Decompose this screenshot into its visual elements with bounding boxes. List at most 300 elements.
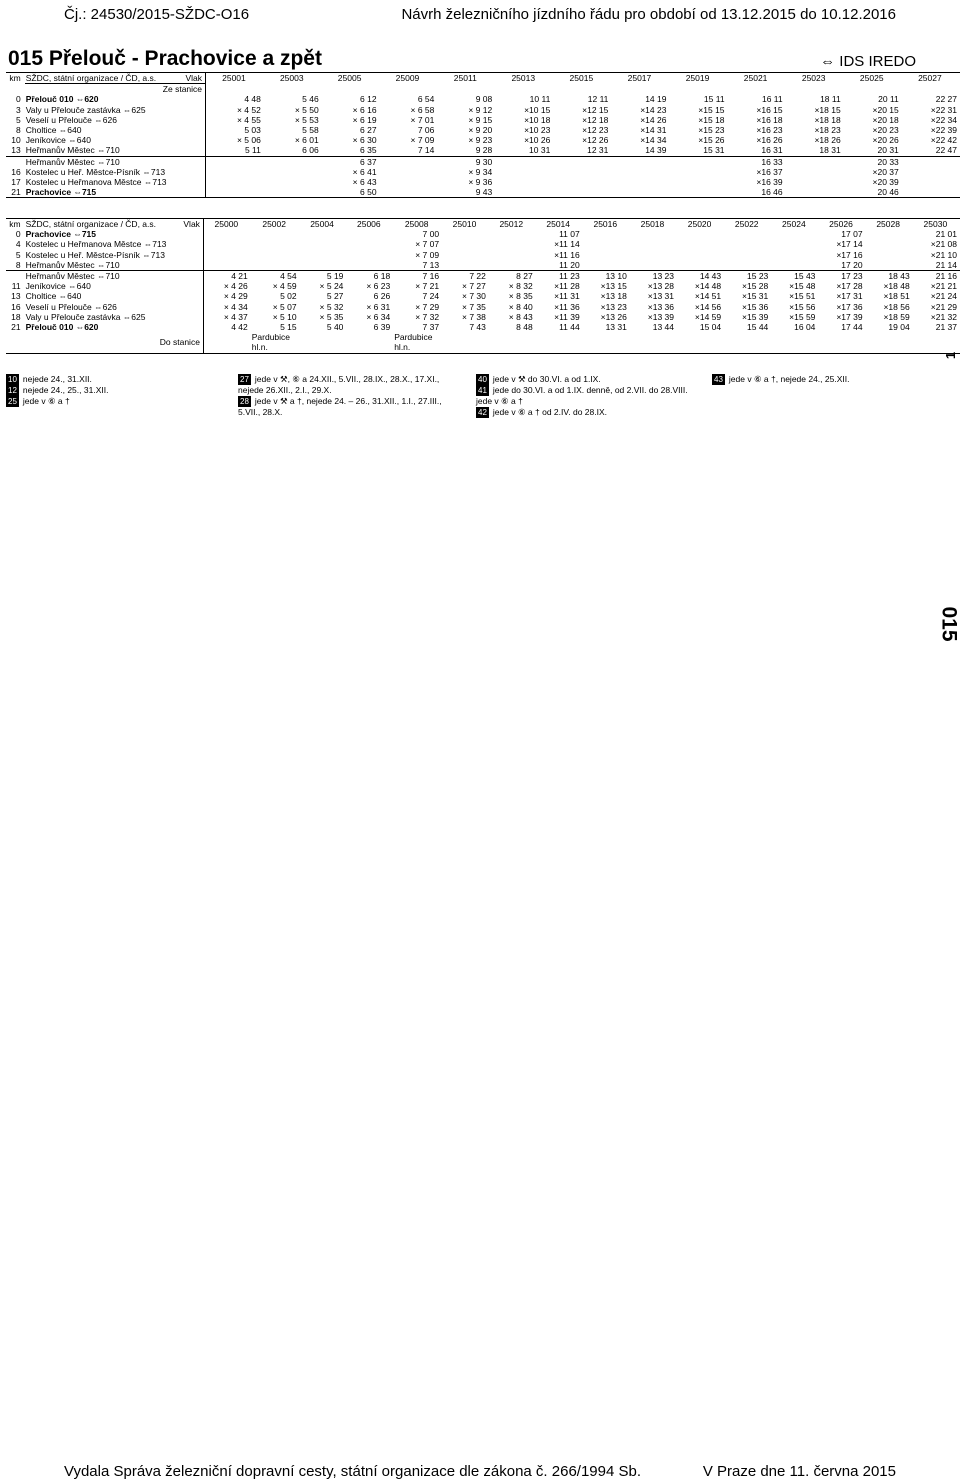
km-value: 3 bbox=[16, 104, 21, 115]
train-number: 25017 bbox=[611, 73, 669, 84]
departure-time: ×16 18 bbox=[756, 114, 783, 125]
station-name: Přelouč 010 ⇔620 bbox=[25, 322, 204, 332]
departure-time bbox=[553, 177, 611, 187]
departure-time: ×16 26 bbox=[756, 135, 783, 146]
departure-time: ×16 37 bbox=[756, 166, 783, 177]
departure-time bbox=[611, 177, 669, 187]
train-number: 25001 bbox=[206, 73, 264, 84]
departure-time: ×10 15 bbox=[524, 104, 551, 115]
departure-time: ×13 31 bbox=[647, 291, 674, 302]
station-name: Heřmanův Městec ⇔710 bbox=[25, 156, 206, 167]
departure-time: ×18 18 bbox=[814, 114, 841, 125]
departure-time: × 8 43 bbox=[508, 311, 533, 322]
departure-time: 17 44 bbox=[841, 322, 863, 333]
departure-time: × 6 31 bbox=[366, 301, 391, 312]
departure-time bbox=[206, 187, 264, 198]
departure-time: × 7 32 bbox=[415, 311, 440, 322]
departure-time: × 5 06 bbox=[236, 135, 261, 146]
departure-time bbox=[264, 187, 322, 198]
departure-time: 6 06 bbox=[302, 145, 319, 156]
train-number: 25000 bbox=[203, 219, 250, 230]
departure-time: 5 19 bbox=[326, 271, 344, 282]
departure-time: 20 31 bbox=[877, 145, 899, 156]
train-number: 25022 bbox=[724, 219, 771, 230]
departure-time: 11 44 bbox=[559, 322, 580, 333]
train-number: 25021 bbox=[728, 73, 786, 84]
departure-time: 20 33 bbox=[877, 156, 899, 167]
departure-time: ×13 36 bbox=[647, 301, 674, 312]
departure-time: ×17 16 bbox=[836, 249, 863, 260]
departure-time: 6 12 bbox=[360, 94, 377, 105]
departure-time: 21 16 bbox=[935, 271, 957, 282]
departure-time bbox=[583, 332, 630, 353]
departure-time: 14 39 bbox=[645, 145, 667, 156]
departure-time bbox=[264, 177, 322, 187]
footnote-text: jede do 30.VI. a od 1.IX. denně, od 2.VII. do 28.VIII. jede v ⑥ a † bbox=[476, 385, 688, 406]
departure-time: × 7 07 bbox=[415, 239, 440, 250]
departure-time bbox=[866, 332, 913, 353]
km-value: 21 bbox=[11, 322, 21, 333]
km-value: 8 bbox=[16, 125, 21, 136]
station-name: Přelouč 010 ⇔620 bbox=[25, 94, 206, 104]
km-value: 10 bbox=[11, 135, 21, 146]
table-row bbox=[6, 115, 960, 125]
departure-time: 5 15 bbox=[280, 322, 297, 333]
blank bbox=[322, 84, 380, 95]
departure-time: 16 33 bbox=[761, 156, 783, 167]
train-number: 25030 bbox=[913, 219, 960, 230]
table-row bbox=[6, 187, 960, 198]
departure-time: ×15 15 bbox=[698, 104, 725, 115]
from-station-label: Ze stanice bbox=[25, 84, 206, 95]
departure-time bbox=[630, 229, 677, 239]
departure-time bbox=[669, 187, 727, 198]
departure-time: ×21 29 bbox=[930, 301, 957, 312]
departure-time: 22 47 bbox=[935, 145, 957, 156]
departure-time: 4 54 bbox=[280, 271, 297, 282]
departure-time bbox=[251, 239, 300, 249]
departure-time: 4 48 bbox=[244, 94, 261, 105]
departure-time: 16 11 bbox=[761, 94, 783, 105]
departure-time: × 7 35 bbox=[462, 301, 486, 312]
operator: SŽDC, státní organizace / ČD, a.s. bbox=[25, 219, 156, 229]
departure-time: × 8 40 bbox=[508, 301, 533, 312]
departure-time bbox=[724, 250, 771, 260]
departure-time: × 7 38 bbox=[462, 311, 486, 322]
station-name bbox=[25, 332, 204, 353]
departure-time: 6 26 bbox=[373, 291, 391, 302]
departure-time bbox=[380, 167, 438, 177]
departure-time bbox=[724, 239, 771, 249]
departure-time: ×15 39 bbox=[742, 311, 769, 322]
departure-time: 14 19 bbox=[645, 94, 667, 105]
departure-time bbox=[489, 332, 536, 353]
footnote-text: jede v ⑥ a † od 2.IV. do 28.IX. bbox=[492, 407, 608, 417]
station-name: Prachovice ⇔715 bbox=[25, 229, 204, 239]
footnote bbox=[476, 374, 696, 385]
departure-time: 4 42 bbox=[231, 322, 248, 333]
km-value: 13 bbox=[11, 145, 21, 156]
train-number: 25024 bbox=[771, 219, 818, 230]
table-row bbox=[6, 156, 960, 167]
footnote bbox=[476, 407, 696, 418]
table-row bbox=[6, 302, 960, 312]
blank bbox=[437, 84, 495, 95]
departure-time: 7 43 bbox=[469, 322, 486, 333]
table-row bbox=[6, 332, 960, 353]
departure-time: 6 50 bbox=[322, 187, 380, 198]
km-value: 16 bbox=[11, 166, 21, 177]
departure-time bbox=[251, 250, 300, 260]
departure-time bbox=[553, 167, 611, 177]
station-name: Valy u Přelouče zastávka ⇔625 bbox=[25, 105, 206, 115]
departure-time: ×17 14 bbox=[836, 239, 863, 250]
footnote-number: 43 bbox=[714, 375, 723, 384]
departure-time bbox=[866, 239, 913, 249]
station-name: Veselí u Přelouče ⇔626 bbox=[25, 302, 204, 312]
departure-time: × 4 34 bbox=[223, 301, 248, 312]
departure-time: 10 31 bbox=[529, 145, 551, 156]
departure-time: ×15 59 bbox=[789, 311, 816, 322]
departure-time: 15 04 bbox=[699, 322, 722, 333]
table-row bbox=[6, 105, 960, 115]
footnote-text: nejede 24., 31.XII. bbox=[22, 374, 92, 384]
departure-time: × 9 36 bbox=[468, 177, 493, 188]
departure-time: ×17 36 bbox=[836, 301, 863, 312]
departure-time: × 7 01 bbox=[410, 114, 435, 125]
departure-time: ×22 34 bbox=[930, 114, 957, 125]
departure-time: ×11 16 bbox=[554, 249, 580, 260]
km-value bbox=[6, 156, 25, 167]
departure-time: 7 14 bbox=[417, 145, 435, 156]
departure-time: ×10 23 bbox=[524, 125, 551, 136]
train-number: 25013 bbox=[495, 73, 553, 84]
departure-time: ×11 31 bbox=[554, 291, 580, 302]
departure-time: × 5 10 bbox=[272, 311, 297, 322]
blank bbox=[6, 84, 25, 95]
departure-time: ×11 39 bbox=[554, 311, 580, 322]
departure-time: × 6 34 bbox=[366, 311, 391, 322]
footer-publisher: Vydala Správa železniční dopravní cesty, státní organizace dle zákona č. 266/1994 Sb. bbox=[64, 1463, 642, 1480]
departure-time bbox=[771, 332, 818, 353]
departure-time bbox=[677, 332, 724, 353]
operator-cell bbox=[25, 73, 206, 84]
departure-time: 19 04 bbox=[888, 322, 910, 333]
station-name: Veselí u Přelouče ⇔626 bbox=[25, 115, 206, 125]
departure-time: 12 31 bbox=[587, 145, 609, 156]
train-number: 25025 bbox=[844, 73, 902, 84]
departure-time: × 5 35 bbox=[319, 311, 344, 322]
departure-time: ×22 39 bbox=[930, 125, 957, 136]
train-number: 25018 bbox=[630, 219, 677, 230]
station-name: Kostelec u Heřmanova Městce ⇔713 bbox=[25, 239, 204, 249]
departure-time: ×21 10 bbox=[930, 249, 957, 260]
departure-time bbox=[866, 260, 913, 271]
train-number: 25002 bbox=[251, 219, 300, 230]
departure-time bbox=[206, 177, 264, 187]
departure-time: ×21 08 bbox=[930, 239, 957, 250]
departure-time bbox=[724, 229, 771, 239]
departure-time: × 7 27 bbox=[462, 281, 486, 292]
departure-time: × 6 41 bbox=[352, 166, 377, 177]
departure-time: ×14 23 bbox=[640, 104, 667, 115]
table-row bbox=[6, 322, 960, 332]
footnote-number: 42 bbox=[478, 408, 487, 417]
km-value: 0 bbox=[15, 229, 21, 240]
footnote-text: nejede 24., 25., 31.XII. bbox=[22, 385, 109, 395]
departure-time: ×20 39 bbox=[872, 177, 899, 188]
departure-time bbox=[669, 177, 727, 187]
table-row bbox=[6, 239, 960, 249]
departure-time: 5 58 bbox=[302, 125, 319, 136]
departure-time bbox=[902, 187, 960, 198]
departure-time: 22 27 bbox=[935, 94, 957, 105]
departure-time: 7 00 bbox=[422, 229, 440, 240]
departure-time: 11 07 bbox=[559, 229, 580, 240]
departure-time bbox=[442, 229, 489, 239]
departure-time: 16 04 bbox=[794, 322, 816, 333]
train-number: 25026 bbox=[818, 219, 865, 230]
departure-time: 7 06 bbox=[417, 125, 435, 136]
departure-time: 18 31 bbox=[819, 145, 841, 156]
departure-time bbox=[346, 250, 393, 260]
departure-time: ×21 24 bbox=[930, 291, 957, 302]
departure-time bbox=[786, 167, 844, 177]
side-line-code: 015 bbox=[937, 606, 960, 642]
departure-time bbox=[203, 229, 250, 239]
departure-time bbox=[203, 260, 250, 271]
departure-time: ×14 34 bbox=[640, 135, 667, 146]
departure-time: 16 31 bbox=[761, 145, 783, 156]
departure-time bbox=[495, 167, 553, 177]
departure-time bbox=[206, 156, 264, 167]
departure-time: ×15 51 bbox=[789, 291, 816, 302]
departure-time: × 6 01 bbox=[294, 135, 319, 146]
table-row bbox=[6, 260, 960, 271]
departure-time bbox=[346, 260, 393, 271]
departure-time: 6 39 bbox=[373, 322, 391, 333]
blank bbox=[728, 84, 786, 95]
departure-time: ×16 23 bbox=[756, 125, 783, 136]
departure-time bbox=[669, 167, 727, 177]
departure-time bbox=[300, 239, 347, 249]
station-name: Prachovice ⇔715 bbox=[25, 187, 206, 198]
blank bbox=[669, 84, 727, 95]
departure-time: 13 10 bbox=[605, 271, 627, 282]
blank bbox=[206, 84, 264, 95]
departure-time: ×18 23 bbox=[814, 125, 841, 136]
departure-time: 5 02 bbox=[280, 291, 297, 302]
train-number: 25016 bbox=[583, 219, 630, 230]
footnote-number: 28 bbox=[240, 397, 249, 406]
footnote bbox=[6, 385, 226, 396]
departure-time: 13 31 bbox=[605, 322, 627, 333]
station-name: Jeníkovice ⇔640 bbox=[25, 281, 204, 291]
departure-time: × 5 32 bbox=[319, 301, 344, 312]
departure-time: 5 40 bbox=[326, 322, 344, 333]
departure-time: ×13 28 bbox=[647, 281, 674, 292]
departure-time bbox=[630, 250, 677, 260]
departure-time: 18 43 bbox=[888, 271, 910, 282]
draft-title: Návrh železničního jízdního řádu pro období od 13.12.2015 do 10.12.2016 bbox=[401, 6, 896, 23]
departure-time: 16 46 bbox=[728, 187, 786, 198]
train-number: 25014 bbox=[536, 219, 583, 230]
train-number: 25027 bbox=[902, 73, 960, 84]
departure-time: 11 20 bbox=[559, 259, 580, 270]
departure-time bbox=[495, 177, 553, 187]
departure-time: Pardubice hl.n. bbox=[251, 332, 300, 353]
departure-time bbox=[611, 167, 669, 177]
departure-time: 10 11 bbox=[529, 94, 551, 105]
departure-time: ×15 48 bbox=[789, 281, 816, 292]
departure-time: 21 37 bbox=[935, 322, 957, 333]
departure-time: 15 43 bbox=[794, 271, 816, 282]
footnotes bbox=[6, 374, 946, 424]
departure-time: ×10 26 bbox=[524, 135, 551, 146]
departure-time: × 4 37 bbox=[223, 311, 248, 322]
departure-time bbox=[442, 332, 489, 353]
departure-time bbox=[611, 156, 669, 167]
departure-time bbox=[913, 332, 960, 353]
departure-time: × 9 12 bbox=[468, 104, 493, 115]
departure-time: 4 21 bbox=[231, 271, 248, 282]
ids-label: ⇔ IDS IREDO bbox=[820, 53, 916, 70]
departure-time: 13 44 bbox=[652, 322, 674, 333]
departure-time bbox=[489, 229, 536, 239]
departure-time: ×15 18 bbox=[698, 114, 725, 125]
departure-time: ×13 23 bbox=[600, 301, 627, 312]
departure-time: × 7 21 bbox=[415, 281, 440, 292]
departure-time: ×15 28 bbox=[742, 281, 769, 292]
footnote-number: 40 bbox=[478, 375, 487, 384]
departure-time bbox=[251, 260, 300, 271]
departure-time: ×14 31 bbox=[640, 125, 667, 136]
departure-time: ×18 59 bbox=[883, 311, 910, 322]
departure-time: 6 54 bbox=[417, 94, 435, 105]
departure-time: × 7 09 bbox=[410, 135, 435, 146]
departure-time: × 8 35 bbox=[508, 291, 533, 302]
departure-time bbox=[442, 239, 489, 249]
departure-time bbox=[264, 156, 322, 167]
station-name: Choltice ⇔640 bbox=[25, 291, 204, 301]
blank bbox=[786, 84, 844, 95]
departure-time: ×20 15 bbox=[872, 104, 899, 115]
footer-date: V Praze dne 11. června 2015 bbox=[702, 1463, 896, 1480]
departure-time: × 5 07 bbox=[272, 301, 297, 312]
departure-time bbox=[300, 332, 347, 353]
table-row bbox=[6, 291, 960, 301]
departure-time bbox=[583, 229, 630, 239]
table-row bbox=[6, 229, 960, 239]
departure-time bbox=[553, 156, 611, 167]
footnote-number: 10 bbox=[8, 375, 17, 384]
departure-time bbox=[442, 260, 489, 271]
train-number: 25004 bbox=[300, 219, 347, 230]
departure-time bbox=[771, 229, 818, 239]
departure-time: × 4 59 bbox=[272, 281, 297, 292]
footnote-text: jede v ⚒ a †, nejede 24. – 26., 31.XII., 1.I., 27.III., 5.VII., 28.X. bbox=[238, 396, 442, 417]
footnote-number: 25 bbox=[8, 397, 17, 406]
departure-time: × 6 58 bbox=[410, 104, 435, 115]
departure-time: × 6 19 bbox=[352, 114, 377, 125]
departure-time bbox=[677, 250, 724, 260]
departure-time bbox=[771, 239, 818, 249]
departure-time bbox=[489, 250, 536, 260]
departure-time: × 5 50 bbox=[294, 104, 319, 115]
departure-time: 6 37 bbox=[360, 156, 377, 167]
departure-time bbox=[300, 229, 347, 239]
departure-time: 15 23 bbox=[747, 271, 769, 282]
vlak-label: Vlak bbox=[183, 219, 200, 229]
departure-time: ×13 39 bbox=[647, 311, 674, 322]
train-number: 25005 bbox=[322, 73, 380, 84]
departure-time: ×11 28 bbox=[554, 281, 580, 292]
departure-time: × 7 30 bbox=[462, 291, 486, 302]
departure-time: ×20 18 bbox=[872, 114, 899, 125]
km-value: 5 bbox=[16, 114, 21, 125]
timetable-outbound bbox=[6, 72, 960, 198]
departure-time: × 5 24 bbox=[319, 281, 344, 292]
station-name: Jeníkovice ⇔640 bbox=[25, 135, 206, 145]
footnote bbox=[6, 396, 226, 407]
blank bbox=[553, 84, 611, 95]
train-number: 25006 bbox=[346, 219, 393, 230]
departure-time: 8 27 bbox=[516, 271, 533, 282]
departure-time: 20 11 bbox=[878, 94, 899, 105]
departure-time bbox=[771, 260, 818, 271]
train-number: 25009 bbox=[380, 73, 438, 84]
departure-time bbox=[583, 260, 630, 271]
blank bbox=[902, 84, 960, 95]
departure-time: × 4 55 bbox=[236, 114, 261, 125]
departure-time: × 6 23 bbox=[366, 281, 391, 292]
footnote bbox=[476, 385, 696, 407]
departure-time bbox=[264, 167, 322, 177]
departure-time: 5 27 bbox=[326, 291, 344, 302]
departure-time bbox=[489, 239, 536, 249]
blank bbox=[495, 84, 553, 95]
footnote-text: jede v ⚒ do 30.VI. a od 1.IX. bbox=[492, 374, 601, 384]
departure-time bbox=[300, 250, 347, 260]
train-number: 25023 bbox=[786, 73, 844, 84]
km-value: 4 bbox=[15, 239, 21, 250]
train-number: 25011 bbox=[437, 73, 495, 84]
departure-time bbox=[866, 250, 913, 260]
footnote-number: 27 bbox=[240, 375, 249, 384]
departure-time: ×16 15 bbox=[756, 104, 783, 115]
departure-time bbox=[724, 260, 771, 271]
departure-time: ×13 26 bbox=[600, 311, 627, 322]
departure-time: × 9 20 bbox=[468, 125, 493, 136]
station-name: Kostelec u Heřmanova Městce ⇔713 bbox=[25, 177, 206, 187]
departure-time: ×21 32 bbox=[930, 311, 957, 322]
departure-time: ×13 15 bbox=[600, 281, 627, 292]
departure-time bbox=[346, 239, 393, 249]
departure-time: 14 43 bbox=[699, 271, 722, 282]
departure-time: ×12 23 bbox=[582, 125, 609, 136]
departure-time: ×18 51 bbox=[883, 291, 910, 302]
departure-time: ×18 26 bbox=[814, 135, 841, 146]
departure-time bbox=[611, 187, 669, 198]
departure-time: ×14 48 bbox=[694, 281, 722, 292]
train-number: 25019 bbox=[669, 73, 727, 84]
departure-time: 15 44 bbox=[747, 322, 769, 333]
departure-time: 6 27 bbox=[360, 125, 377, 136]
departure-time bbox=[630, 260, 677, 271]
departure-time bbox=[300, 260, 347, 271]
km-value: 18 bbox=[11, 311, 21, 322]
departure-time bbox=[495, 156, 553, 167]
